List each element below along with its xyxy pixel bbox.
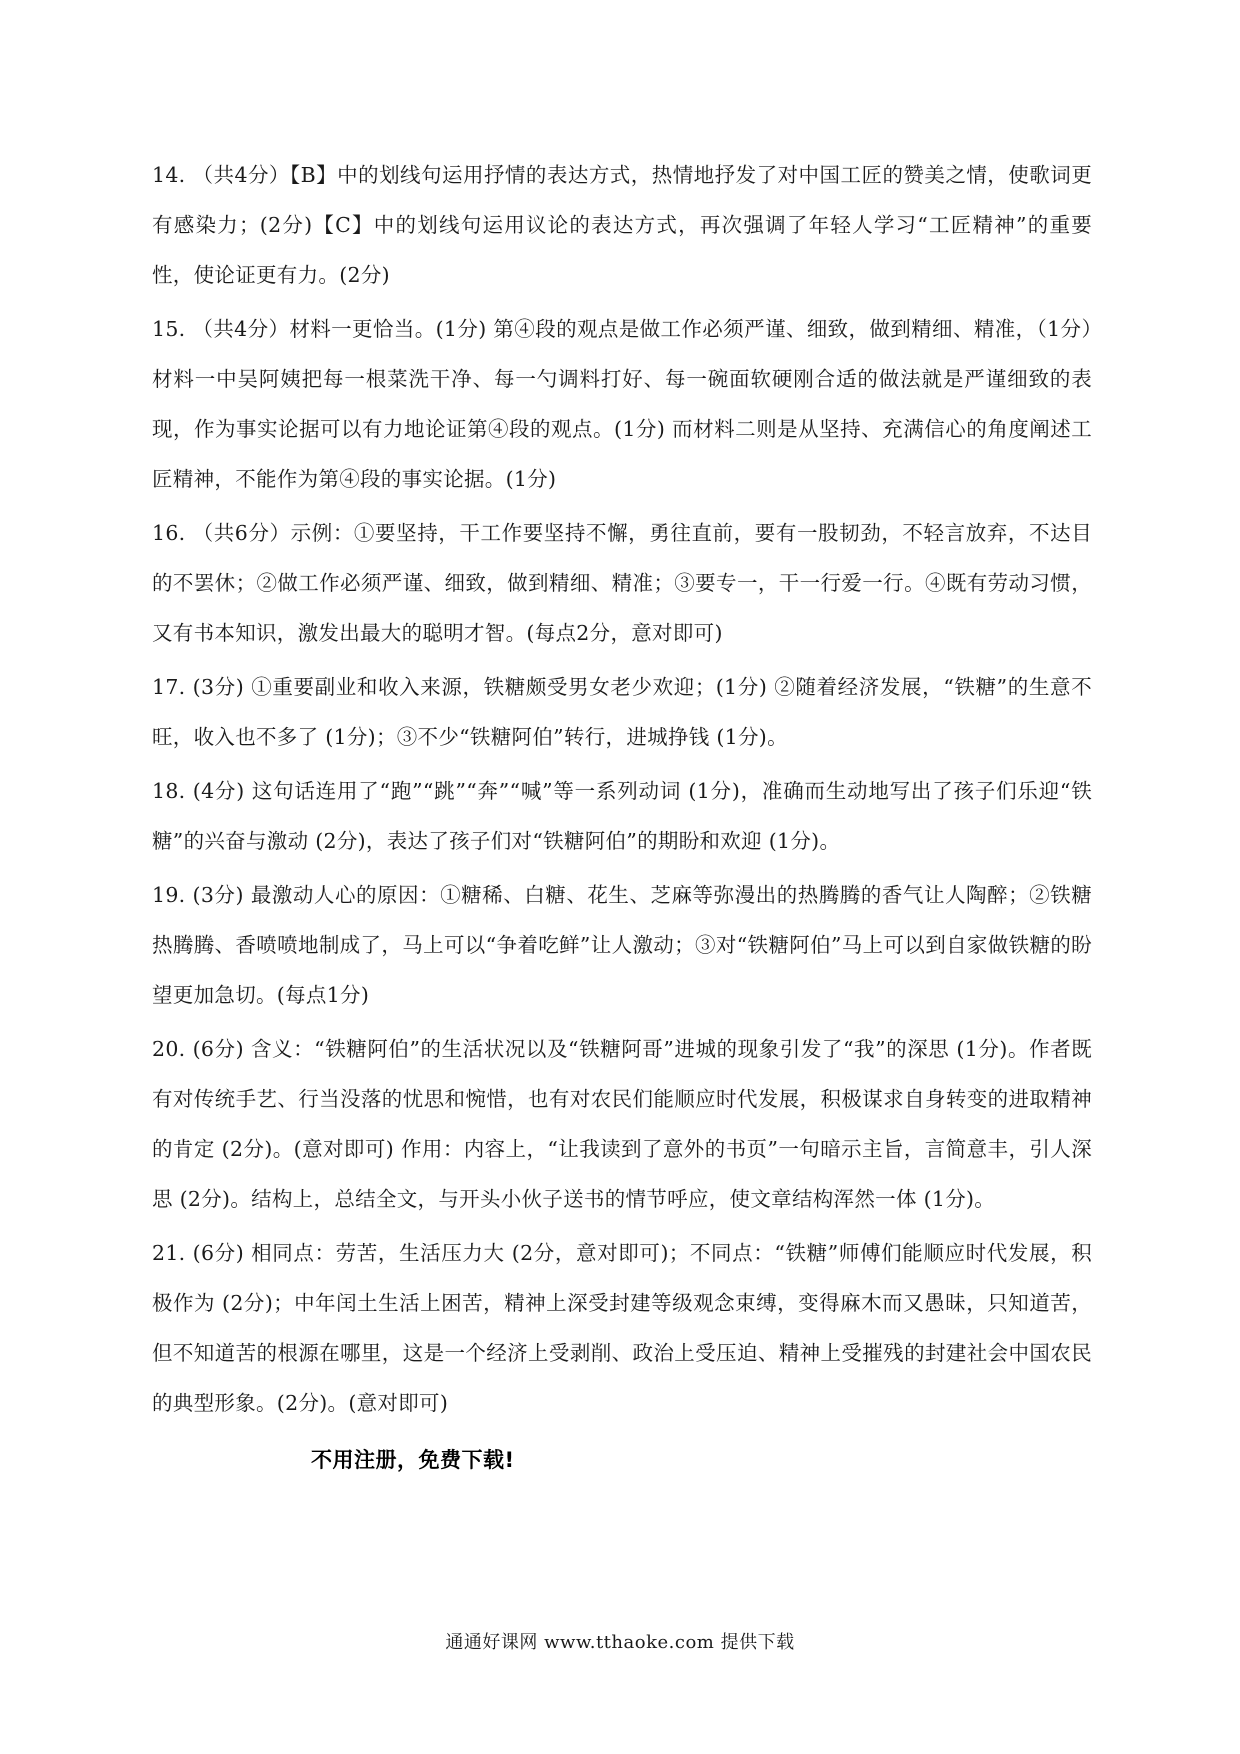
free-download-notice: 不用注册，免费下载! [311,1448,515,1472]
page-footer: 通通好课网 www.tthaoke.com 提供下载 [445,1632,795,1653]
answer-21: 21. (6分) 相同点：劳苦，生活压力大 (2分，意对即可)；不同点：“铁糖”师傅们能顺应时代发展，积极作为 (2分)；中年闰土生活上困苦，精神上深受封建等级观念束缚，变得麻木而又愚昧，只知道苦，但不知道苦的根源在哪里，这是一个经济上受剥削、政治上受压迫、精神上受摧残的封建社会中国农民的典型形象。(2分)。(意对即可) [152,1241,1092,1415]
answer-18: 18. (4分) 这句话连用了“跑”“跳”“奔”“喊”等一系列动词 (1分)，准确而生动地写出了孩子们乐迎“铁糖”的兴奋与激动 (2分)，表达了孩子们对“铁糖阿伯”的期盼和欢迎 (1分)。 [152,779,1092,853]
answer-list [152,150,1092,1432]
answer-15: 15. （共4分）材料一更恰当。(1分) 第④段的观点是做工作必须严谨、细致，做到精细、精准，（1分）材料一中吴阿姨把每一根菜洗干净、每一勺调料打好、每一碗面软硬刚合适的做法就是严谨细致的表现，作为事实论据可以有力地论证第④段的观点。(1分) 而材料二则是从坚持、充满信心的角度阐述工匠精神，不能作为第④段的事实论据。(1分) [152,317,1092,491]
answer-14: 14. （共4分）【B】中的划线句运用抒情的表达方式，热情地抒发了对中国工匠的赞美之情，使歌词更有感染力；(2分)【C】中的划线句运用议论的表达方式，再次强调了年轻人学习“工匠精神”的重要性，使论证更有力。(2分) [152,163,1092,287]
answer-17: 17. (3分) ①重要副业和收入来源，铁糖颇受男女老少欢迎；(1分) ②随着经济发展，“铁糖”的生意不旺，收入也不多了 (1分)；③不少“铁糖阿伯”转行，进城挣钱 (1分)。 [152,675,1092,749]
answer-16: 16. （共6分）示例：①要坚持，干工作要坚持不懈，勇往直前，要有一股韧劲，不轻言放弃，不达目的不罢休；②做工作必须严谨、细致，做到精细、精准；③要专一，干一行爱一行。④既有劳动习惯，又有书本知识，激发出最大的聪明才智。(每点2分，意对即可) [152,521,1092,645]
answer-20: 20. (6分) 含义：“铁糖阿伯”的生活状况以及“铁糖阿哥”进城的现象引发了“我”的深思 (1分)。作者既有对传统手艺、行当没落的忧思和惋惜，也有对农民们能顺应时代发展，积极谋求自身转变的进取精神的肯定 (2分)。(意对即可) 作用：内容上，“让我读到了意外的书页”一句暗示主旨，言简意丰，引人深思 (2分)。结构上，总结全文，与开头小伙子送书的情节呼应，使文章结构浑然一体 (1分)。 [152,1037,1092,1211]
answer-19: 19. (3分) 最激动人心的原因：①糖稀、白糖、花生、芝麻等弥漫出的热腾腾的香气让人陶醉；②铁糖热腾腾、香喷喷地制成了，马上可以“争着吃鲜”让人激动；③对“铁糖阿伯”马上可以到自家做铁糖的盼望更加急切。(每点1分) [152,883,1092,1007]
